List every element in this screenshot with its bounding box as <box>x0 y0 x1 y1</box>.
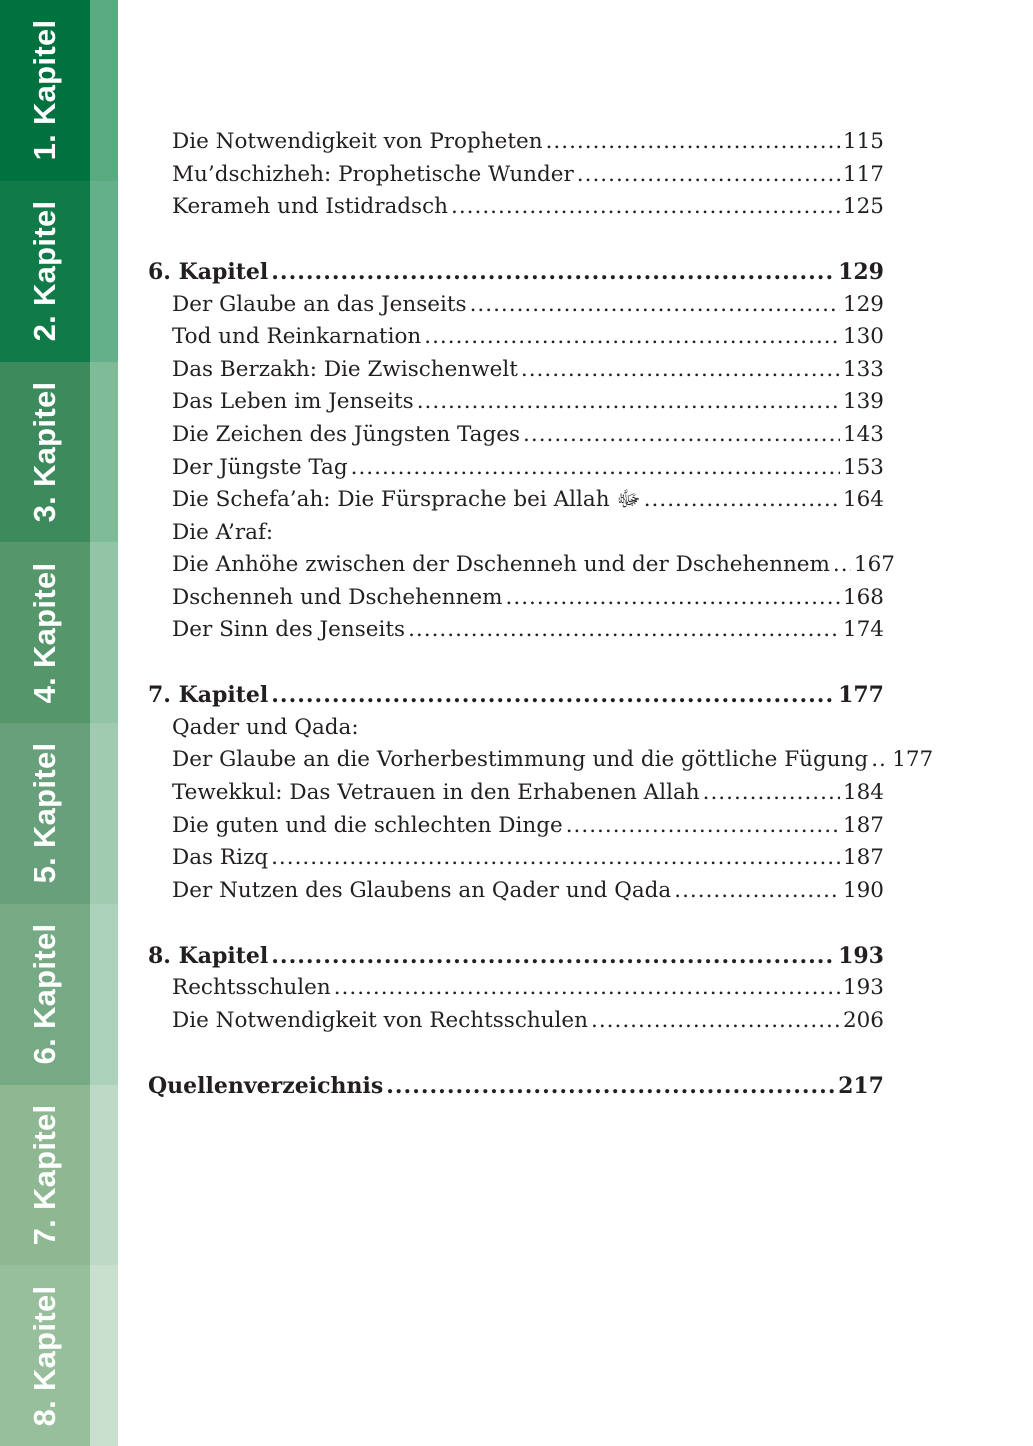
chapter-tab-label: 6. Kapitel <box>27 923 62 1065</box>
toc-dot-leader <box>833 549 851 581</box>
toc-entry[interactable] <box>172 159 884 191</box>
toc-page-number: 143 <box>842 421 884 447</box>
toc-page-number: 187 <box>842 845 884 871</box>
toc-entry-title: Tewekkul: Das Vetrauen in den Erhabenen Allah <box>172 780 700 805</box>
toc-entry-title: Die Notwendigkeit von Propheten <box>172 129 543 154</box>
toc-page-number: 187 <box>842 812 884 838</box>
toc-entry-title: Der Sinn des Jenseits <box>172 617 406 643</box>
toc-dot-leader <box>334 972 840 1004</box>
toc-entry[interactable] <box>172 744 934 776</box>
toc-page-number: 206 <box>842 1007 884 1033</box>
toc-chapter-heading[interactable] <box>148 940 884 972</box>
toc-entry[interactable] <box>172 517 884 549</box>
toc-dot-leader <box>271 679 835 711</box>
toc-entry-title: Die A’raf: <box>172 519 274 545</box>
toc-entry-title: Der Glaube an das Jenseits <box>172 291 467 317</box>
toc-entry[interactable] <box>172 810 884 842</box>
toc-entry[interactable] <box>172 582 884 614</box>
chapter-tab-label: 7. Kapitel <box>27 1104 62 1246</box>
toc-dot-leader <box>546 126 840 158</box>
toc-entry-title: Kerameh und Istidradsch <box>172 194 448 220</box>
toc-entry-title: Die Schefa’ah: Die Fürsprache bei Allah ﷻ <box>172 487 641 513</box>
toc-page-number: 184 <box>842 780 884 805</box>
toc-entry[interactable] <box>172 419 884 451</box>
toc-entry-title: Das Berzakh: Die Zwischenwelt <box>172 356 518 382</box>
toc-dot-leader <box>523 419 840 451</box>
toc-dot-leader <box>521 354 840 386</box>
toc-entry-title: Dschenneh und Dschehennem <box>172 584 503 610</box>
toc-page-number: 115 <box>842 129 884 154</box>
toc-entry[interactable] <box>172 842 884 874</box>
toc-dot-leader <box>351 452 840 484</box>
toc-page-number: 217 <box>838 1072 884 1099</box>
toc-page-number: 190 <box>842 877 884 903</box>
toc-dot-leader <box>703 777 840 809</box>
toc-entry[interactable] <box>172 972 884 1004</box>
toc-entry-title: 8. Kapitel <box>148 942 269 969</box>
toc-page-number: 130 <box>842 324 884 350</box>
toc-page-number: 117 <box>842 161 884 187</box>
toc-entry[interactable] <box>172 614 884 646</box>
toc-entry[interactable] <box>172 289 884 321</box>
toc-chapter-heading[interactable] <box>148 679 884 711</box>
toc-dot-leader <box>506 582 840 614</box>
toc-page-number: 193 <box>842 975 884 1001</box>
toc-page-number: 139 <box>842 389 884 415</box>
chapter-tab-label: 2. Kapitel <box>27 200 62 342</box>
chapter-tab-label: 5. Kapitel <box>27 742 62 884</box>
toc-dot-leader <box>566 810 840 842</box>
toc-entry[interactable] <box>172 1005 884 1037</box>
toc-dot-leader <box>591 1005 840 1037</box>
toc-dot-leader <box>674 875 840 907</box>
toc-page-number: 177 <box>892 747 934 773</box>
toc-entry[interactable] <box>172 386 884 418</box>
toc-page-number: 129 <box>838 259 884 286</box>
toc-entry-title: Tod und Reinkarnation <box>172 324 422 350</box>
toc-dot-leader <box>271 256 835 288</box>
toc-entry-title: Die Zeichen des Jüngsten Tages <box>172 421 521 447</box>
toc-entry-title: Das Rizq <box>172 845 269 871</box>
toc-dot-leader <box>386 1070 835 1102</box>
toc-entry-title: 7. Kapitel <box>148 682 269 709</box>
toc-page-number: 174 <box>842 617 884 643</box>
toc-entry[interactable] <box>172 126 884 158</box>
toc-dot-leader <box>408 614 840 646</box>
toc-entry[interactable] <box>172 354 884 386</box>
toc-entry[interactable] <box>172 321 884 353</box>
toc-page-number: 193 <box>838 942 884 969</box>
toc-entry-title: Die guten und die schlechten Dinge <box>172 812 563 838</box>
toc-page-number: 167 <box>853 552 895 578</box>
toc-chapter-heading[interactable] <box>148 1070 884 1102</box>
toc-entry-title: Die Anhöhe zwischen der Dschenneh und der Dschehennem <box>172 552 830 578</box>
toc-entry-title: 6. Kapitel <box>148 259 269 286</box>
chapter-tab-label: 3. Kapitel <box>27 381 62 523</box>
toc-entry-title: Quellenverzeichnis <box>148 1072 384 1099</box>
toc-dot-leader <box>271 842 840 874</box>
toc-entry-title: Rechtsschulen <box>172 975 331 1001</box>
toc-entry[interactable] <box>172 875 884 907</box>
chapter-tab-label: 4. Kapitel <box>27 562 62 704</box>
toc-dot-leader <box>271 940 835 972</box>
toc-page-number: 125 <box>842 194 884 220</box>
toc-entry-title: Mu’dschizheh: Prophetische Wunder <box>172 161 574 187</box>
toc-page-number: 168 <box>842 584 884 610</box>
toc-entry-title: Der Glaube an die Vorherbestimmung und die göttliche Fügung <box>172 747 869 773</box>
chapter-tab-label: 8. Kapitel <box>27 1285 62 1427</box>
toc-page-number: 164 <box>842 487 884 513</box>
toc-chapter-heading[interactable] <box>148 256 884 288</box>
toc-page-number: 133 <box>842 356 884 382</box>
chapter-tab-label: 1. Kapitel <box>27 19 62 161</box>
toc-dot-leader <box>871 744 889 776</box>
toc-dot-leader <box>417 386 840 418</box>
toc-page-number: 129 <box>842 291 884 317</box>
toc-dot-leader <box>424 321 840 353</box>
toc-dot-leader <box>577 159 840 191</box>
toc-entry[interactable] <box>172 777 884 809</box>
toc-entry-title: Der Nutzen des Glaubens an Qader und Qada <box>172 877 672 903</box>
toc-entry[interactable] <box>172 484 884 516</box>
toc-entry[interactable] <box>172 712 884 744</box>
toc-page-number: 177 <box>838 682 884 709</box>
toc-entry-title: Qader und Qada: <box>172 714 359 740</box>
toc-entry-title: Das Leben im Jenseits <box>172 389 414 415</box>
toc-entry-title: Der Jüngste Tag <box>172 454 348 480</box>
toc-dot-leader <box>470 289 840 321</box>
toc-dot-leader <box>451 191 840 223</box>
toc-entry-title: Die Notwendigkeit von Rechtsschulen <box>172 1007 589 1033</box>
toc-entry[interactable] <box>172 191 884 223</box>
toc-entry[interactable] <box>172 549 895 581</box>
toc-dot-leader <box>644 484 840 516</box>
toc-page-number: 153 <box>842 454 884 480</box>
toc-entry[interactable] <box>172 452 884 484</box>
